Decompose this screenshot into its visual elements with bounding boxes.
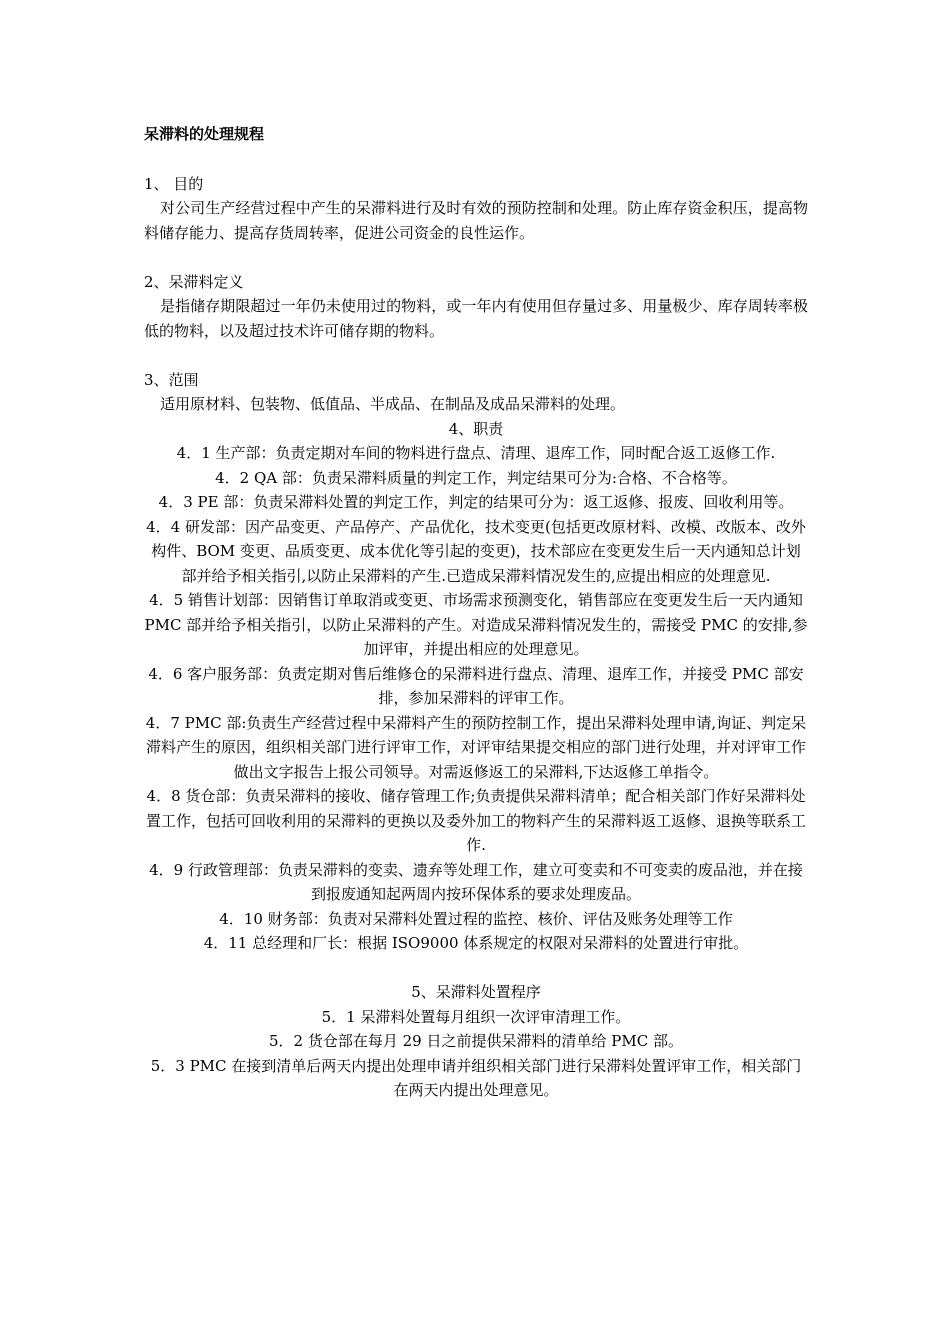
section-body-scope: 适用原材料、包装物、低值品、半成品、在制品及成品呆滞料的处理。 (160, 395, 626, 413)
document-title: 呆滞料的处理规程 (144, 125, 265, 143)
duty-item-pe: 4．3 PE 部：负责呆滞料处置的判定工作，判定的结果可分为：返工返修、报废、回收利用等。 (158, 493, 794, 511)
document-page (144, 122, 808, 1103)
duty-item-qa: 4．2 QA 部：负责呆滞料质量的判定工作，判定结果可分为:合格、不合格等。 (215, 468, 737, 487)
section-body-definition: 是指储存期限超过一年仍未使用过的物料，或一年内有使用但存量过多、用量极少、库存周转率极低的物料，以及超过技术许可储存期的物料。 (144, 297, 808, 340)
duty-item-production: 4．1 生产部：负责定期对车间的物料进行盘点、清理、退库工作，同时配合返工返修工作. (176, 444, 776, 462)
section-heading-procedure: 5、呆滞料处置程序 (411, 983, 541, 1001)
section-heading-purpose: 1、 目的 (144, 174, 204, 193)
spacer (144, 245, 808, 270)
procedure-item-monthly-review: 5．1 呆滞料处置每月组织一次评审清理工作。 (321, 1007, 631, 1026)
duty-item-admin: 4．9 行政管理部：负责呆滞料的变卖、遗弃等处理工作，建立可变卖和不可变卖的废品池，并在接到报废通知起两周内按环保体系的要求处理废品。 (149, 860, 803, 903)
spacer (144, 956, 808, 981)
duty-item-warehouse: 4．8 货仓部：负责呆滞料的接收、储存管理工作;负责提供呆滞料清单；配合相关部门作好呆滞料处置工作，包括可回收利用的呆滞料的更换以及委外加工的物料产生的呆滞料返工返修、退换等联系工作. (145, 787, 806, 854)
duty-item-customer-service: 4．6 客户服务部：负责定期对售后维修仓的呆滞料进行盘点、清理、退库工作，并接受 PMC 部安排，参加呆滞料的评审工作。 (148, 664, 804, 707)
duty-item-sales-planning: 4．5 销售计划部：因销售订单取消或变更、市场需求预测变化，销售部应在变更发生后一天内通知 PMC 部并给予相关指引，以防止呆滞料的产生。对造成呆滞料情况发生的，需接受 PMC 的安排,参加评审，并提出相应的处理意见。 (144, 591, 808, 658)
section-heading-scope: 3、范围 (144, 370, 199, 389)
duty-item-pmc: 4．7 PMC 部:负责生产经营过程中呆滞料产生的预防控制工作，提出呆滞料处理申请,询证、判定呆滞料产生的原因，组织相关部门进行评审工作，对评审结果提交相应的部门进行处理，并对评审工作做出文字报告上报公司领导。对需返修返工的呆滞料,下达返修工单指令。 (145, 713, 807, 781)
duty-item-finance: 4．10 财务部：负责对呆滞料处置过程的监控、核价、评估及账务处理等工作 (219, 909, 733, 928)
procedure-item-warehouse-list: 5．2 货仓部在每月 29 日之前提供呆滞料的清单给 PMC 部。 (269, 1032, 683, 1050)
section-heading-responsibilities: 4、职责 (448, 419, 504, 438)
procedure-item-pmc-application: 5．3 PMC 在接到清单后两天内提出处理申请并组织相关部门进行呆滞料处置评审工作，相关部门在两天内提出处理意见。 (150, 1056, 802, 1099)
section-heading-definition: 2、呆滞料定义 (144, 272, 244, 291)
section-body-purpose: 对公司生产经营过程中产生的呆滞料进行及时有效的预防控制和处理。防止库存资金积压，提高物料储存能力、提高存货周转率，促进公司资金的良性运作。 (144, 199, 808, 242)
duty-item-rnd: 4．4 研发部：因产品变更、产品停产、产品优化，技术变更(包括更改原材料、改模、改版本、改外构件、BOM 变更、品质变更、成本优化等引起的变更)，技术部应在变更发生后一天内通知总计划部并给予相关指引,以防止呆滞料的产生.已造成呆滞料情况发生的,应提出相应的处理意见. (146, 517, 806, 585)
duty-item-gm: 4．11 总经理和厂长：根据 ISO9000 体系规定的权限对呆滞料的处置进行审批。 (203, 934, 749, 952)
spacer (144, 343, 808, 368)
